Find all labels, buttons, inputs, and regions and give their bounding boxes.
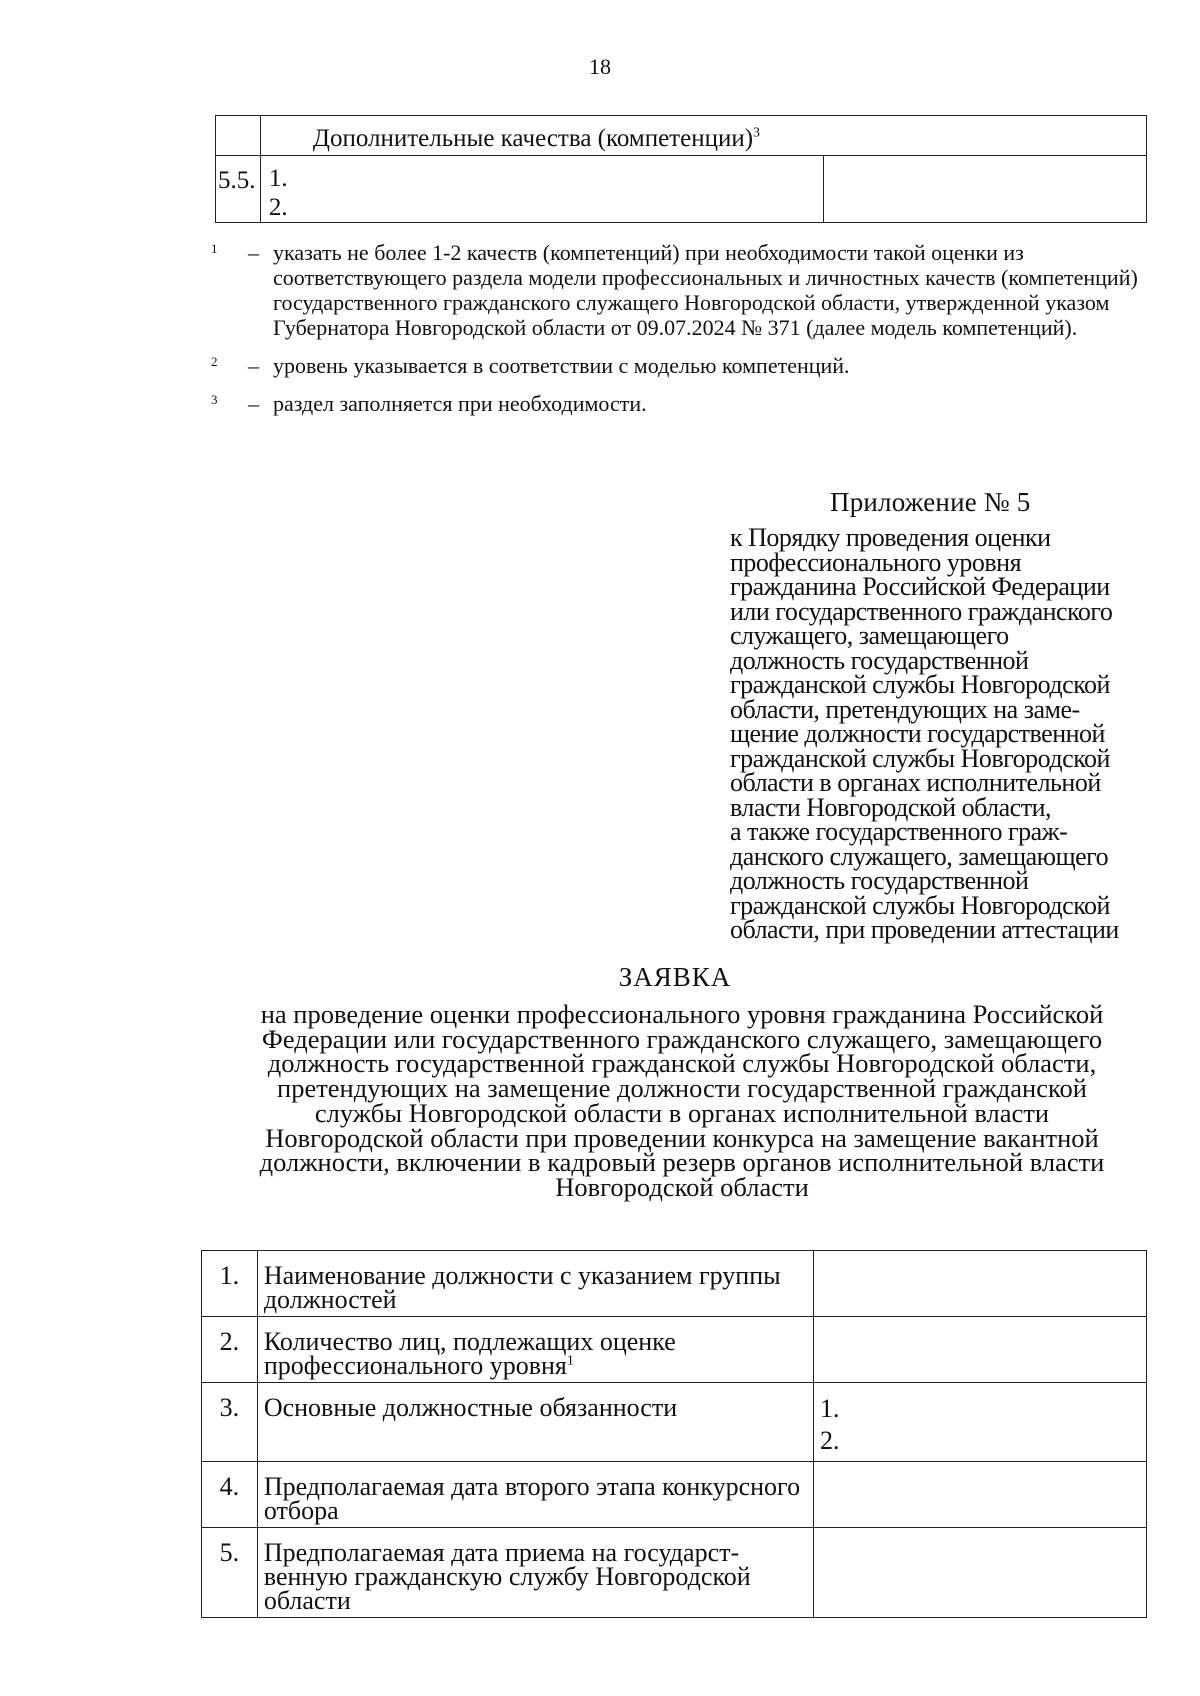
request-subtitle [212, 999, 1152, 1202]
subtitle-line: претендующих на замещение должности государственной гражданской [277, 1073, 1087, 1104]
footnote-mark: 3 [211, 392, 218, 407]
subtitle-line: службы Новгородской области в органах исполнительной власти [314, 1097, 1050, 1128]
subtitle-line: должность государственной гражданской службы Новгородской области, [267, 1048, 1097, 1079]
footnote-ref: 1 [566, 1353, 574, 1369]
appendix-line: области, претендующих на заме- [730, 694, 1080, 724]
request-table [201, 1250, 1147, 1618]
footnote-ref: 3 [753, 125, 761, 141]
list-item: 2. [820, 1426, 840, 1455]
appendix-line: данского служащего, замещающего [730, 841, 1109, 871]
row-number: 2. [202, 1317, 258, 1383]
table-row [216, 156, 1147, 223]
subtitle-line: на проведение оценки профессионального уровня гражданина Российской [260, 999, 1104, 1029]
footnote-mark: 2 [211, 354, 218, 369]
appendix-line: области, при проведении аттестации [730, 915, 1119, 944]
list-item: 1. [268, 165, 288, 192]
table-row [202, 1251, 1147, 1317]
competencies-table [215, 115, 1147, 223]
appendix-line: должность государственной [730, 866, 1029, 895]
appendix-line: к Порядку проведения оценки [730, 523, 1051, 552]
table-row [202, 1528, 1147, 1618]
footnote [208, 353, 1148, 378]
footnote-mark: 1 [211, 241, 218, 256]
appendix-line: гражданской службы Новгородской [730, 743, 1110, 773]
table-row [202, 1383, 1147, 1462]
table-cell-empty [824, 156, 1147, 223]
appendix-line: или государственного гражданского [730, 596, 1113, 626]
subtitle-line: должности, включении в кадровый резерв органов исполнительной власти [259, 1147, 1105, 1178]
table-header-cell [260, 116, 1146, 156]
footnote-text: уровень указывается в соответствии с моделью компетенций. [273, 353, 850, 378]
footnote-dash: – [248, 240, 259, 265]
subtitle-line: Новгородской области [555, 1171, 809, 1202]
footnote [208, 391, 1148, 416]
table-row [202, 1462, 1147, 1528]
row-value [814, 1317, 1147, 1383]
footnotes [208, 240, 1148, 429]
appendix-line: а также государственного граж- [730, 817, 1068, 846]
appendix-line: щение должности государственной [730, 719, 1105, 748]
appendix-line: гражданина Российской Федерации [730, 572, 1110, 601]
subtitle-line: Новгородской области при проведении конкурса на замещение вакантной [265, 1122, 1099, 1153]
appendix-line: области в органах исполнительной [730, 768, 1101, 797]
table-cell [257, 1317, 813, 1383]
appendix-line: профессионального уровня [730, 547, 1022, 577]
appendix-line: гражданской службы Новгородской [730, 670, 1110, 699]
competencies-header: Дополнительные качества (компетенции) [312, 125, 754, 152]
row-value [814, 1462, 1147, 1528]
appendix-line: должность государственной [730, 645, 1029, 675]
table-row [202, 1317, 1147, 1383]
row-label: Предполагаемая дата приема на государст-венную гражданскую службу Новгородской области [257, 1528, 813, 1618]
appendix-title: Приложение № 5 [830, 487, 1031, 517]
appendix-line: служащего, замещающего [730, 621, 1009, 650]
table-row [216, 116, 1147, 156]
row-number: 4. [202, 1462, 258, 1528]
table-cell [814, 1383, 1147, 1462]
subtitle-line: Федерации или государственного гражданского служащего, замещающего [261, 1023, 1103, 1054]
footnote-text: раздел заполняется при необходимости. [273, 391, 647, 416]
list-item: 1. [820, 1394, 840, 1423]
appendix-line: власти Новгородской области, [730, 792, 1051, 822]
request-title: ЗАЯВКА [618, 962, 732, 992]
row-label: Основные должностные обязанности [257, 1383, 813, 1462]
table-cell [260, 156, 824, 223]
row-number: 1. [202, 1251, 258, 1317]
footnote-dash: – [248, 353, 259, 378]
row-value [814, 1528, 1147, 1618]
appendix-line: гражданской службы Новгородской [730, 890, 1110, 920]
row-label: Предполагаемая дата второго этапа конкурсного отбора [257, 1462, 813, 1528]
row-value [814, 1251, 1147, 1317]
footnote-text: указать не более 1-2 качеств (компетенций) при необходимости такой оценки из соответствующего раздела модели профессиональных и личностных качеств (компетенций) государственного гражданского служащего Новгородской области, утвержденной указом Губернатора Новгородской области от 09.07.2024 № 371 (далее модель компетенций). [273, 240, 1138, 340]
row-number: 5.5. [216, 156, 261, 223]
page-number: 18 [589, 54, 611, 79]
row-label: Количество лиц, подлежащих оценке профессионального уровня [263, 1327, 676, 1380]
table-cell [216, 116, 261, 156]
list-item: 2. [268, 194, 288, 221]
footnote [208, 240, 1148, 340]
appendix-text [730, 523, 1148, 944]
footnote-dash: – [248, 391, 259, 416]
row-label: Наименование должности с указанием группы должностей [257, 1251, 813, 1317]
row-number: 5. [202, 1528, 258, 1618]
row-number: 3. [202, 1383, 258, 1462]
